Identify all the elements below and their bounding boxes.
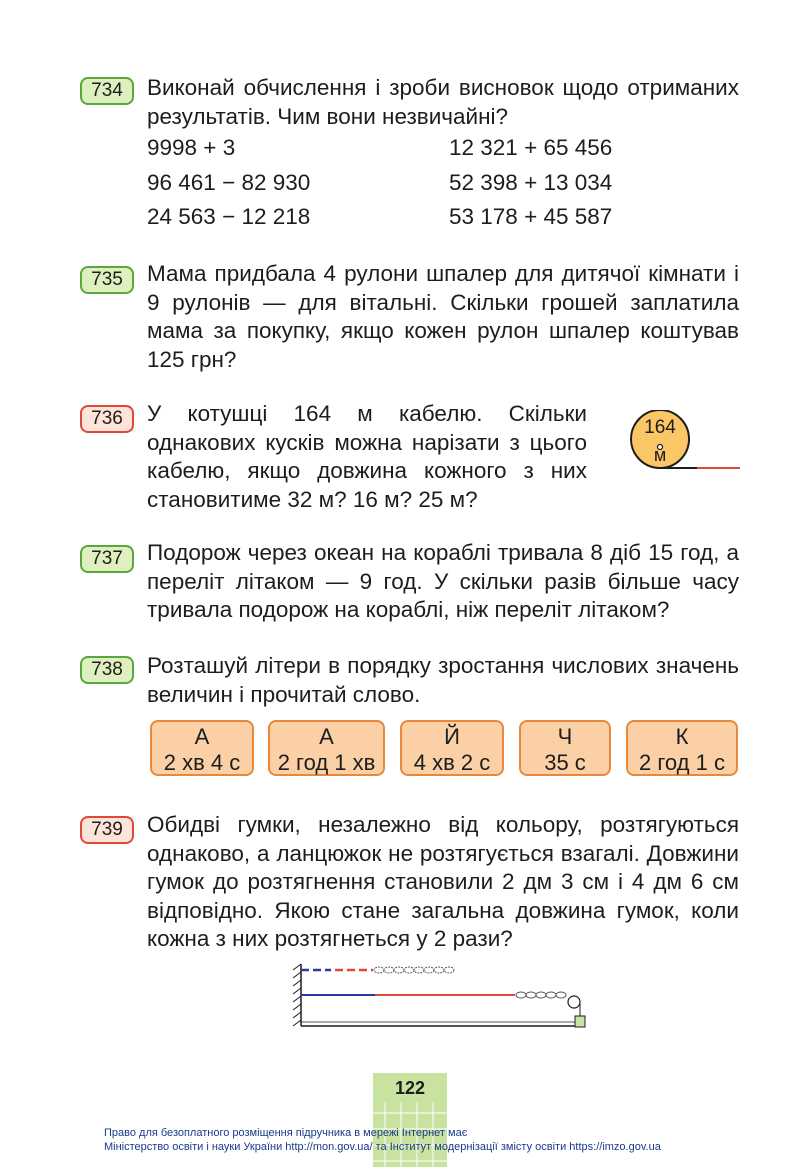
- letter: Й: [444, 724, 460, 749]
- reel-unit: м: [653, 445, 667, 465]
- task-text: Розташуй літери в порядку зростання числових значень величин і прочитай слово.: [147, 653, 739, 707]
- expression: 9998 + 3: [147, 135, 236, 160]
- time-value: 4 хв 2 с: [413, 750, 491, 775]
- task-number-badge: 736: [80, 405, 134, 433]
- time-value: 2 год 1 хв: [277, 750, 376, 775]
- task-text: Подорож через океан на кораблі тривала 8 діб 15 год, а переліт літаком — 9 год. У скільки разів більше часу тривала подорож на кораблі, ніж переліт літаком?: [147, 540, 739, 622]
- expression: 52 398 + 13 034: [449, 170, 613, 195]
- task-text: Мама придбала 4 рулони шпалер для дитячої кімнати і 9 рулонів — для вітальні. Скільки грошей заплатила мама за покупку, якщо кожен рулон шпалер коштував 125 грн?: [147, 261, 739, 372]
- letter-box: [626, 720, 738, 776]
- letter: А: [194, 724, 210, 749]
- footer-line-2: Міністерство освіти і науки України http://mon.gov.ua/ та Інститут модернізації змісту освіти https://imzo.gov.ua: [104, 1141, 661, 1153]
- time-value: 2 хв 4 с: [163, 750, 241, 775]
- time-value: 35 с: [544, 750, 586, 775]
- letter-box: [400, 720, 504, 776]
- letter: Ч: [557, 724, 573, 749]
- task-text: Обидві гумки, незалежно від кольору, розтягуються однаково, а ланцюжок не розтягується взагалі. Довжини гумок до розтягнення становили 2 дм 3 см і 4 дм 6 см відповідно. Якою стане загальна довжина гумок, коли кожна з них розтягнеться у 2 рази?: [147, 812, 739, 951]
- letter-box: [519, 720, 611, 776]
- expression: 96 461 − 82 930: [147, 170, 311, 195]
- task-number-badge: 737: [80, 545, 134, 573]
- letter-box: [150, 720, 254, 776]
- task-number-badge: 734: [80, 77, 134, 105]
- expression: 53 178 + 45 587: [449, 204, 613, 229]
- task-text: Виконай обчислення і зроби висновок щодо отриманих результатів. Чим вони незвичайні?: [147, 75, 739, 129]
- task-number-badge: 735: [80, 266, 134, 294]
- footer-line-1: Право для безоплатного розміщення підручника в мережі Інтернет має: [104, 1127, 468, 1139]
- letter: К: [675, 724, 689, 749]
- time-value: 2 год 1 с: [639, 750, 725, 775]
- page-number: 122: [394, 1078, 426, 1098]
- task-number-badge: 738: [80, 656, 134, 684]
- letter-box: [268, 720, 385, 776]
- task-number-badge: 739: [80, 816, 134, 844]
- expression: 12 321 + 65 456: [449, 135, 613, 160]
- rubber-bands-illustration: [285, 960, 600, 1035]
- expression: 24 563 − 12 218: [147, 204, 311, 229]
- task-text: У котушці 164 м кабелю. Скільки однакових кусків можна нарізати з цього кабелю, якщо довжина кожного з них становитиме 32 м? 16 м? 25 м?: [147, 401, 587, 512]
- reel-value: 164: [644, 417, 676, 438]
- letter: А: [319, 724, 334, 749]
